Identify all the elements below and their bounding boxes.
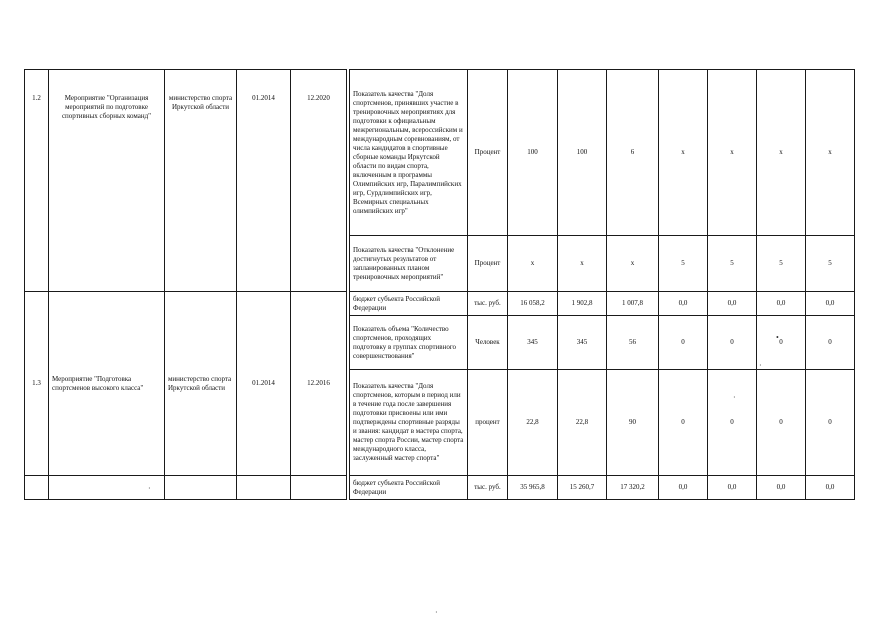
indicator-label: бюджет субъекта Российской Федерации [350,292,468,316]
unit: Процент [468,70,508,236]
scan-speck: · [759,361,762,370]
value: 100 [558,70,607,236]
value: 0 [659,316,708,370]
value: x [607,236,659,292]
row-number: 1.3 [25,292,49,476]
value: 345 [558,316,607,370]
program-activities-table [24,69,855,500]
value: x [757,70,806,236]
value: 0,0 [806,292,855,316]
indicator-label: бюджет субъекта Российской Федерации [350,476,468,500]
activity-name: Мероприятие "Подготовка спортсменов высокого класса" [49,292,165,476]
unit: Человек [468,316,508,370]
value: 1 902,8 [558,292,607,316]
value: 5 [757,236,806,292]
value: 56 [607,316,659,370]
scan-speck: • [776,333,779,342]
value: 22,8 [558,370,607,476]
activity-name: Мероприятие "Организация мероприятий по подготовке спортивных сборных команд" [49,70,165,292]
table-row [25,70,855,236]
value: 0,0 [659,476,708,500]
value: 6 [607,70,659,236]
value: 0 [659,370,708,476]
unit: процент [468,370,508,476]
value: 16 058,2 [508,292,558,316]
value: x [708,70,757,236]
scan-speck: · [148,484,151,493]
executor [165,476,237,500]
value: 90 [607,370,659,476]
scan-speck: · [733,393,736,402]
indicator-label: Показатель объема "Количество спортсменов, проходящих подготовку в группах спортивного совершенствования" [350,316,468,370]
end-date: 12.2020 [291,70,347,292]
start-date: 01.2014 [237,292,291,476]
unit: тыс. руб. [468,292,508,316]
executor: министерство спорта Иркутской области [165,292,237,476]
value: 5 [708,236,757,292]
value: 345 [508,316,558,370]
indicator-label: Показатель качества "Доля спортсменов, которым в период или в течение года после завершения подготовки присвоены или ими подтверждены спортивные разряды и звания: кандидат в мастера спорта, мастер спорта России, мастер спорта международного класса, заслуженный мастер спорта" [350,370,468,476]
value: 22,8 [508,370,558,476]
end-date [291,476,347,500]
executor: министерство спорта Иркутской области [165,70,237,292]
value: 0 [806,370,855,476]
value: x [508,236,558,292]
unit: Процент [468,236,508,292]
value: 5 [806,236,855,292]
value: 0 [708,370,757,476]
value: 100 [508,70,558,236]
value: 0,0 [659,292,708,316]
value: x [659,70,708,236]
value: 0,0 [757,476,806,500]
start-date [237,476,291,500]
start-date: 01.2014 [237,70,291,292]
value: 0 [757,370,806,476]
value: 0,0 [806,476,855,500]
indicator-label: Показатель качества "Доля спортсменов, принявших участие в тренировочных мероприятиях для подготовки к официальным межрегиональным, всероссийским и международным соревнованиям, от числа кандидатов в спортивные сборные команды Иркутской области по видам спорта, включенным в программы Олимпийских игр, Паралимпийских игр, Сурдлимпийских игр, Всемирных специальных олимпийских игр" [350,70,468,236]
unit: тыс. руб. [468,476,508,500]
row-number [25,476,49,500]
value: 1 007,8 [607,292,659,316]
value: 0,0 [757,292,806,316]
row-number: 1.2 [25,70,49,292]
value: x [806,70,855,236]
value: 0,0 [708,476,757,500]
indicator-label: Показатель качества "Отклонение достигнутых результатов от запланированных планом тренировочных мероприятий" [350,236,468,292]
table-row [25,292,855,316]
value: 15 260,7 [558,476,607,500]
value: 35 965,8 [508,476,558,500]
value: 0,0 [708,292,757,316]
value: 0 [806,316,855,370]
value: 0 [757,316,806,370]
scan-speck: · [435,608,438,617]
value: 0 [708,316,757,370]
value: 17 320,2 [607,476,659,500]
value: 5 [659,236,708,292]
value: x [558,236,607,292]
end-date: 12.2016 [291,292,347,476]
